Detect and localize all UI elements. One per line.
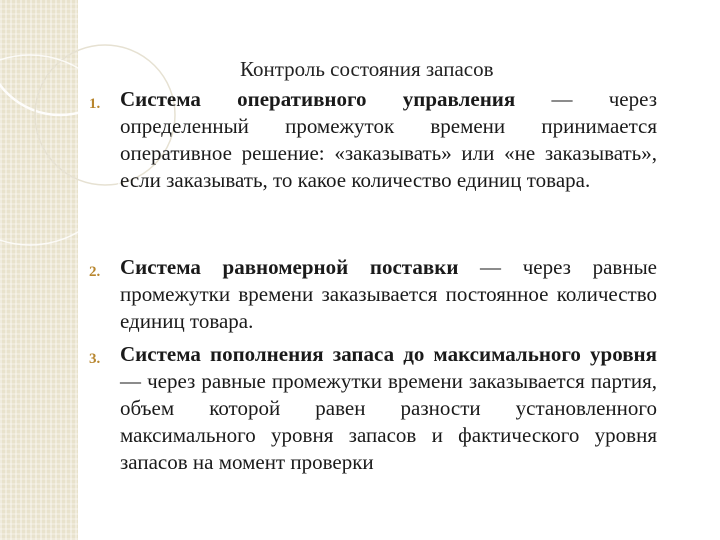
list-item	[89, 341, 657, 476]
list-item-term: Система равномерной поставки	[120, 255, 459, 279]
list-number: 2.	[89, 264, 101, 280]
list-item-text: — через равные промежутки времени заказывается партия, объем которой равен разности установленного максимального уровня запасов и фактического уровня запасов на момент проверки	[120, 369, 657, 474]
list-number: 1.	[89, 96, 101, 112]
list-item	[89, 86, 657, 194]
list-item-text: — через равные промежутки времени заказывается постоянное количество единиц товара.	[120, 255, 657, 333]
list-item-term: Система пополнения запаса до максимального уровня	[120, 342, 657, 366]
list-item	[89, 254, 657, 335]
list-item-term: Система оперативного управления	[120, 87, 516, 111]
list-number: 3.	[89, 351, 101, 367]
list-item-text: — через определенный промежуток времени принимается оперативное решение: «заказывать» или «не заказывать», если заказывать, то какое количество единиц товара.	[120, 87, 657, 192]
slide-title: Контроль состояния запасов	[240, 57, 494, 81]
